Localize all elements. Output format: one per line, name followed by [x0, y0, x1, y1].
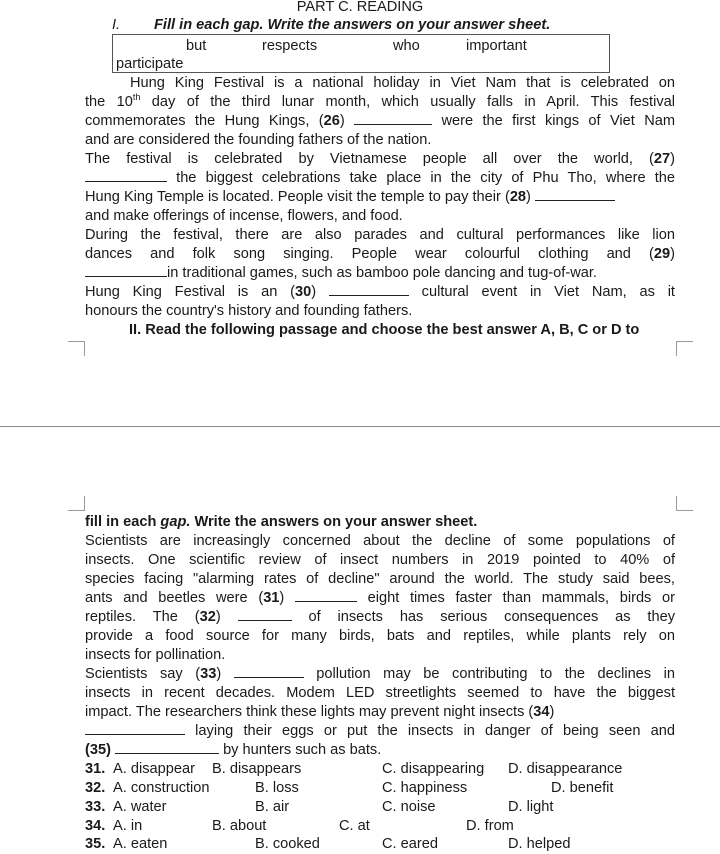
option-b[interactable]: B. loss	[255, 780, 299, 796]
option-c[interactable]: C. at	[339, 818, 370, 834]
passage1-line: the biggest celebrations take place in the city of Phu Tho, where the	[85, 169, 675, 188]
gap-28[interactable]	[535, 188, 615, 201]
passage1-line: dances and folk song singing. People wear colourful clothing and (29)	[85, 246, 675, 262]
option-c[interactable]: C. eared	[382, 836, 438, 852]
word-box-item: participate	[116, 56, 184, 72]
page-corner-mark	[68, 341, 85, 356]
passage1-line: commemorates the Hung Kings, (26) were the first kings of Viet Nam	[85, 113, 676, 129]
part-title: PART C. READING	[296, 0, 424, 15]
passage1-line: During the festival, there are also parades and cultural performances like lion	[85, 227, 675, 243]
question-number: 35.	[85, 836, 106, 852]
passage2-line: impact. The researchers think these lights may prevent night insects (34)	[85, 704, 555, 720]
word-box-item: respects	[262, 38, 318, 54]
passage1-line: honours the country's history and founding fathers.	[85, 303, 413, 319]
gap-27[interactable]	[85, 169, 167, 182]
section2-heading-continued: fill in each gap. Write the answers on your answer sheet.	[85, 514, 478, 530]
passage1-line: and are considered the founding fathers of the nation.	[85, 132, 432, 148]
question-number: 34.	[85, 818, 106, 834]
passage1-line: Hung King Festival is a national holiday in Viet Nam that is celebrated on	[130, 75, 675, 91]
passage1-line: the 10th day of the third lunar month, which usually falls in April. This festival	[85, 92, 676, 110]
option-c[interactable]: C. noise	[382, 799, 436, 815]
word-box-item: important	[466, 38, 527, 54]
passage1-line: The festival is celebrated by Vietnamese people all over the world, (27)	[85, 151, 675, 167]
option-c[interactable]: C. happiness	[382, 780, 468, 796]
option-c[interactable]: C. disappearing	[382, 761, 485, 777]
passage1-line: Hung King Festival is an (30) cultural event in Viet Nam, as it	[85, 284, 675, 300]
option-a[interactable]: A. disappear	[113, 761, 195, 777]
passage2-line: Scientists say (33) pollution may be contributing to the declines in	[85, 666, 675, 682]
question-number: 33.	[85, 799, 106, 815]
gap-35[interactable]	[115, 741, 219, 754]
gap-26[interactable]	[354, 112, 432, 125]
option-b[interactable]: B. air	[255, 799, 290, 815]
gap-34[interactable]	[85, 722, 185, 735]
question-number: 31.	[85, 761, 106, 777]
word-box	[112, 34, 610, 73]
page-corner-mark	[676, 341, 693, 356]
passage2-line: species facing "alarming rates of decline" around the world. The study said bees,	[85, 571, 675, 587]
gap-29[interactable]	[85, 264, 167, 277]
section1-number: I.	[112, 17, 121, 33]
passage2-line: reptiles. The (32) of insects has serious consequences as they	[85, 609, 676, 625]
passage1-line: and make offerings of incense, flowers, and food.	[85, 208, 403, 224]
option-d[interactable]: D. benefit	[551, 780, 614, 796]
option-d[interactable]: D. light	[508, 799, 554, 815]
section1-instruction: Fill in each gap. Write the answers on your answer sheet.	[154, 17, 551, 33]
gap-30[interactable]	[329, 283, 409, 296]
page-divider	[0, 426, 720, 427]
gap-31[interactable]	[295, 589, 357, 602]
option-b[interactable]: B. cooked	[255, 836, 320, 852]
passage1-line: in traditional games, such as bamboo pole dancing and tug-of-war.	[85, 264, 675, 283]
passage2-line: (35) by hunters such as bats.	[85, 742, 382, 758]
passage2-line: provide a food source for many birds, bats and reptiles, while plants rely on	[85, 628, 675, 644]
page-corner-mark	[68, 496, 85, 511]
passage2-line: laying their eggs or put the insects in danger of being seen and	[85, 722, 675, 741]
option-a[interactable]: A. in	[113, 818, 143, 834]
word-box-item: who	[393, 38, 420, 54]
option-d[interactable]: D. disappearance	[508, 761, 623, 777]
option-a[interactable]: A. eaten	[113, 836, 168, 852]
section2-heading: II. Read the following passage and choose the best answer A, B, C or D to	[129, 322, 640, 338]
option-a[interactable]: A. water	[113, 799, 167, 815]
option-b[interactable]: B. about	[212, 818, 267, 834]
passage1-line: Hung King Temple is located. People visit the temple to pay their (28)	[85, 188, 675, 207]
word-box-item: but	[186, 38, 207, 54]
passage2-line: insects in recent decades. Modem LED streetlights seemed to have the biggest	[85, 685, 675, 701]
option-d[interactable]: D. from	[466, 818, 514, 834]
option-a[interactable]: A. construction	[113, 780, 210, 796]
passage2-line: insects for pollination.	[85, 647, 226, 663]
gap-32[interactable]	[238, 608, 292, 621]
passage2-line: Scientists are increasingly concerned about the decline of some populations of	[85, 533, 675, 549]
gap-33[interactable]	[234, 665, 304, 678]
page-corner-mark	[676, 496, 693, 511]
passage2-line: ants and beetles were (31) eight times faster than mammals, birds or	[85, 590, 676, 606]
option-b[interactable]: B. disappears	[212, 761, 302, 777]
passage2-line: insects. One scientific review of insect numbers in 2019 pointed to 40% of	[85, 552, 675, 568]
option-d[interactable]: D. helped	[508, 836, 571, 852]
question-number: 32.	[85, 780, 106, 796]
